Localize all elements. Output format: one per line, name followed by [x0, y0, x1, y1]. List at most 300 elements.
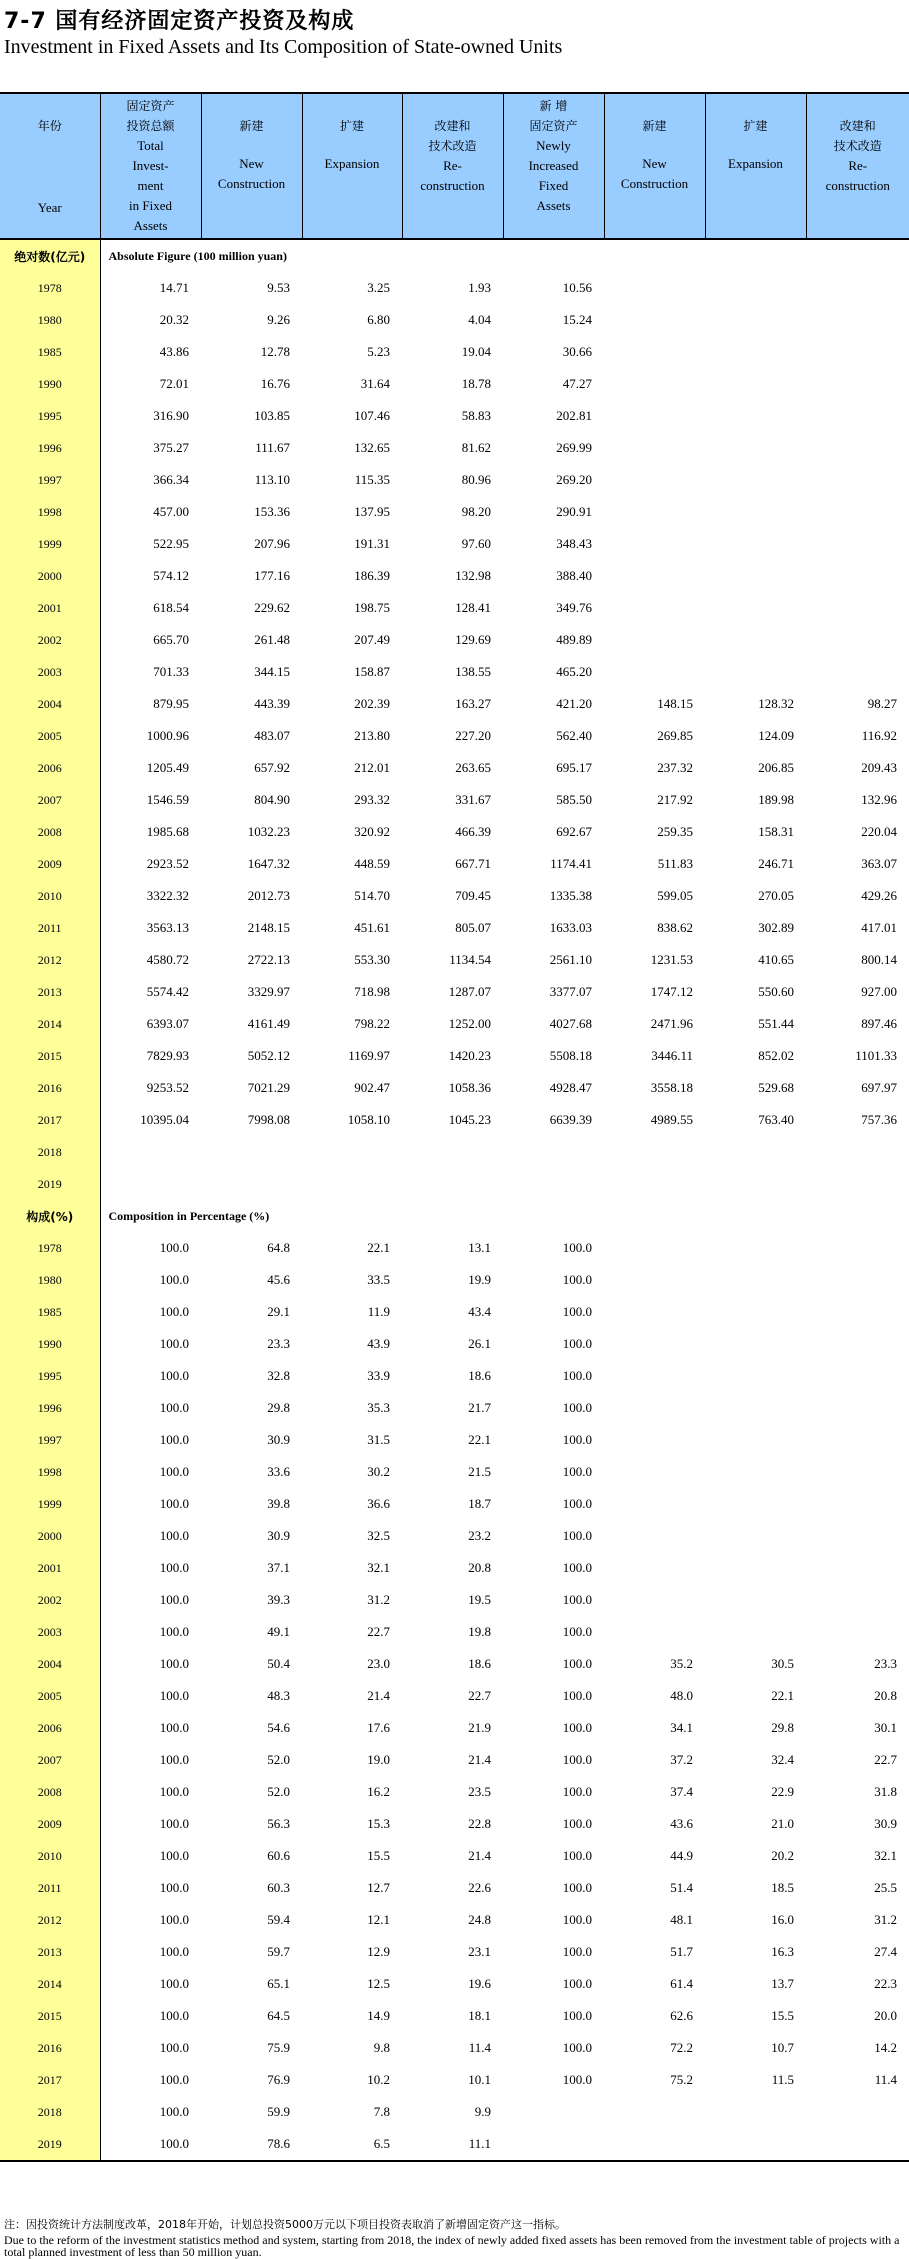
value-cell: 1.93: [468, 280, 491, 295]
value-cell: [705, 1584, 806, 1616]
value-cell: 132.98: [455, 568, 491, 583]
value-cell: 1647.32: [247, 856, 290, 871]
value-cell: 39.8: [267, 1496, 290, 1511]
year-cell: 1998: [0, 496, 100, 528]
value-cell: 3558.18: [650, 1080, 693, 1095]
value-cell: 7.8: [373, 2104, 390, 2119]
value-cell: 56.3: [267, 1816, 290, 1831]
table-row: [0, 560, 909, 592]
value-cell: 897.46: [861, 1016, 897, 1031]
value-cell: 11.5: [771, 2072, 794, 2087]
value-cell: [705, 2128, 806, 2161]
value-cell: [100, 1168, 201, 1200]
value-cell: 22.7: [874, 1752, 897, 1767]
value-cell: 100.0: [159, 1944, 189, 1959]
value-cell: [705, 528, 806, 560]
year-cell: 2011: [0, 1872, 100, 1904]
value-cell: 366.34: [153, 472, 189, 487]
value-cell: 562.40: [556, 728, 592, 743]
value-cell: 4161.49: [247, 1016, 290, 1031]
value-cell: [806, 1424, 909, 1456]
header-expansion-2: [705, 93, 806, 239]
footnote-cn: 注：因投资统计方法制度改革，2018年开始，计划总投资5000万元以下项目投资表取消了新增固定资产这一指标。: [4, 2218, 566, 2231]
table-row: [0, 1968, 909, 2000]
value-cell: 115.35: [354, 472, 390, 487]
value-cell: 18.7: [468, 1496, 491, 1511]
year-cell: 2008: [0, 1776, 100, 1808]
value-cell: 100.0: [159, 1848, 189, 1863]
value-cell: 209.43: [861, 760, 897, 775]
value-cell: 263.65: [455, 760, 491, 775]
value-cell: 37.2: [670, 1752, 693, 1767]
value-cell: 31.64: [360, 376, 390, 391]
value-cell: 19.6: [468, 1976, 491, 1991]
year-cell: 2019: [0, 1168, 100, 1200]
value-cell: 19.5: [468, 1592, 491, 1607]
value-cell: 43.4: [468, 1304, 491, 1319]
value-cell: 9.53: [267, 280, 290, 295]
value-cell: [705, 272, 806, 304]
value-cell: 129.69: [455, 632, 491, 647]
value-cell: 599.05: [657, 888, 693, 903]
value-cell: 98.27: [867, 696, 897, 711]
value-cell: [806, 400, 909, 432]
value-cell: 529.68: [758, 1080, 794, 1095]
value-cell: 100.0: [562, 1816, 592, 1831]
value-cell: 100.0: [562, 1912, 592, 1927]
value-cell: [806, 1392, 909, 1424]
table-row: [0, 2032, 909, 2064]
year-cell: 1995: [0, 1360, 100, 1392]
value-cell: 410.65: [758, 952, 794, 967]
value-cell: 32.5: [367, 1528, 390, 1543]
value-cell: [705, 464, 806, 496]
value-cell: 927.00: [861, 984, 897, 999]
value-cell: 10.1: [468, 2072, 491, 2087]
value-cell: 30.5: [771, 1656, 794, 1671]
header-newly-increased-cn: 新 增 固定资产: [529, 99, 578, 133]
value-cell: 550.60: [758, 984, 794, 999]
value-cell: [604, 1520, 705, 1552]
page-title-en: Investment in Fixed Assets and Its Composition of State-owned Units: [4, 36, 563, 58]
value-cell: [604, 368, 705, 400]
value-cell: [604, 1136, 705, 1168]
value-cell: [806, 464, 909, 496]
value-cell: 33.9: [367, 1368, 390, 1383]
value-cell: 16.2: [367, 1784, 390, 1799]
header-total: [100, 93, 201, 239]
value-cell: 30.9: [267, 1432, 290, 1447]
value-cell: 22.1: [367, 1240, 390, 1255]
value-cell: 124.09: [758, 728, 794, 743]
table-row: [0, 432, 909, 464]
value-cell: [302, 1136, 402, 1168]
value-cell: [402, 1136, 503, 1168]
section-label-en: Composition in Percentage (%): [108, 1208, 270, 1223]
value-cell: 1205.49: [146, 760, 189, 775]
value-cell: 48.3: [267, 1688, 290, 1703]
value-cell: [705, 1424, 806, 1456]
value-cell: [705, 560, 806, 592]
year-cell: 1985: [0, 1296, 100, 1328]
value-cell: 22.6: [468, 1880, 491, 1895]
value-cell: [806, 656, 909, 688]
header-new-construction-2-en: New Construction: [620, 156, 689, 191]
value-cell: 9.9: [474, 2104, 491, 2119]
value-cell: 32.8: [267, 1368, 290, 1383]
value-cell: 21.5: [468, 1464, 491, 1479]
value-cell: [705, 1392, 806, 1424]
year-cell: 2016: [0, 1072, 100, 1104]
table-row: [0, 848, 909, 880]
value-cell: 100.0: [562, 1720, 592, 1735]
value-cell: 30.1: [874, 1720, 897, 1735]
table-row: [0, 1680, 909, 1712]
value-cell: 100.0: [159, 1336, 189, 1351]
value-cell: 1747.12: [650, 984, 693, 999]
value-cell: 483.07: [254, 728, 290, 743]
value-cell: [604, 1296, 705, 1328]
value-cell: 32.4: [771, 1752, 794, 1767]
value-cell: 344.15: [254, 664, 290, 679]
value-cell: 522.95: [153, 536, 189, 551]
value-cell: [100, 1136, 201, 1168]
value-cell: 52.0: [267, 1752, 290, 1767]
value-cell: 100.0: [562, 1432, 592, 1447]
year-cell: 1985: [0, 336, 100, 368]
table-row: [0, 1808, 909, 1840]
value-cell: 1032.23: [247, 824, 290, 839]
year-cell: 2010: [0, 880, 100, 912]
value-cell: [201, 1136, 302, 1168]
table-row: [0, 1648, 909, 1680]
value-cell: 148.15: [657, 696, 693, 711]
year-cell: 1978: [0, 272, 100, 304]
table-row: [0, 784, 909, 816]
value-cell: 14.2: [874, 2040, 897, 2055]
value-cell: [604, 1360, 705, 1392]
value-cell: [806, 1616, 909, 1648]
value-cell: 6.80: [367, 312, 390, 327]
table-row: [0, 1488, 909, 1520]
header-total-en: Total Invest- ment in Fixed Assets: [129, 138, 172, 233]
header-expansion-2-cn: 扩建: [743, 119, 768, 133]
value-cell: 15.3: [367, 1816, 390, 1831]
value-cell: 111.67: [255, 440, 290, 455]
value-cell: [806, 1456, 909, 1488]
year-cell: 1996: [0, 1392, 100, 1424]
value-cell: 290.91: [556, 504, 592, 519]
table-row: [0, 1232, 909, 1264]
value-cell: 443.39: [254, 696, 290, 711]
value-cell: 3329.97: [247, 984, 290, 999]
value-cell: [604, 1424, 705, 1456]
value-cell: [806, 560, 909, 592]
value-cell: 417.01: [861, 920, 897, 935]
value-cell: 9.26: [267, 312, 290, 327]
value-cell: 22.9: [771, 1784, 794, 1799]
year-cell: 2005: [0, 720, 100, 752]
value-cell: 429.26: [861, 888, 897, 903]
value-cell: 33.5: [367, 1272, 390, 1287]
table-row: [0, 656, 909, 688]
value-cell: [806, 1488, 909, 1520]
value-cell: 23.0: [367, 1656, 390, 1671]
value-cell: 220.04: [861, 824, 897, 839]
value-cell: [705, 1232, 806, 1264]
value-cell: 1169.97: [348, 1048, 390, 1063]
table-row: [0, 1328, 909, 1360]
value-cell: 100.0: [562, 1656, 592, 1671]
table-row: [0, 336, 909, 368]
value-cell: [604, 1552, 705, 1584]
value-cell: [806, 272, 909, 304]
value-cell: 191.31: [354, 536, 390, 551]
header-reconstruction-2-cn: 改建和 技术改造: [833, 119, 882, 153]
value-cell: 100.0: [159, 2104, 189, 2119]
header-new-construction-cn: 新建: [239, 119, 264, 133]
year-cell: 2006: [0, 752, 100, 784]
value-cell: 3322.32: [146, 888, 189, 903]
value-cell: 1000.96: [146, 728, 189, 743]
table-row: [0, 1136, 909, 1168]
value-cell: [705, 496, 806, 528]
value-cell: 30.66: [562, 344, 592, 359]
header-reconstruction-2: [806, 93, 909, 239]
value-cell: [705, 1168, 806, 1200]
header-expansion: [302, 93, 402, 239]
value-cell: 695.17: [556, 760, 592, 775]
year-cell: 2001: [0, 592, 100, 624]
value-cell: 100.0: [159, 1528, 189, 1543]
table-row: [0, 1392, 909, 1424]
value-cell: 448.59: [354, 856, 390, 871]
value-cell: 100.0: [100, 2128, 201, 2161]
header-new-construction: [201, 93, 302, 239]
header-new-construction-2-cn: 新建: [642, 119, 667, 133]
value-cell: [705, 304, 806, 336]
value-cell: 852.02: [758, 1048, 794, 1063]
value-cell: 98.20: [461, 504, 491, 519]
value-cell: 757.36: [861, 1112, 897, 1127]
value-cell: 585.50: [556, 792, 592, 807]
table-row: [0, 496, 909, 528]
header-reconstruction: [402, 93, 503, 239]
value-cell: 213.80: [354, 728, 390, 743]
value-cell: 72.2: [670, 2040, 693, 2055]
value-cell: [503, 2128, 604, 2161]
value-cell: 113.10: [254, 472, 290, 487]
value-cell: [604, 336, 705, 368]
table-row: [0, 272, 909, 304]
value-cell: 100.0: [159, 1592, 189, 1607]
table-row: [0, 2128, 909, 2161]
value-cell: 100.0: [562, 1752, 592, 1767]
table-row: [0, 2000, 909, 2032]
value-cell: [705, 432, 806, 464]
value-cell: 100.0: [562, 1240, 592, 1255]
value-cell: 100.0: [159, 1656, 189, 1671]
value-cell: 59.9: [267, 2104, 290, 2119]
value-cell: 457.00: [153, 504, 189, 519]
year-cell: 1978: [0, 1232, 100, 1264]
value-cell: 37.1: [267, 1560, 290, 1575]
year-cell: 1980: [0, 304, 100, 336]
table-row: [0, 1456, 909, 1488]
value-cell: 100.0: [159, 1880, 189, 1895]
value-cell: 21.4: [468, 1848, 491, 1863]
value-cell: 43.9: [367, 1336, 390, 1351]
value-cell: [604, 1168, 705, 1200]
table-row: [0, 368, 909, 400]
value-cell: 6639.39: [549, 1112, 592, 1127]
value-cell: [705, 1328, 806, 1360]
year-cell: 2007: [0, 784, 100, 816]
value-cell: 6.5: [302, 2128, 402, 2161]
value-cell: [503, 1136, 604, 1168]
value-cell: 657.92: [254, 760, 290, 775]
value-cell: 709.45: [455, 888, 491, 903]
value-cell: [806, 496, 909, 528]
year-cell: 2015: [0, 2000, 100, 2032]
footnote-en: Due to the reform of the investment statistics method and system, starting from 2018, the index of newly added fixed assets has been removed from the investment table of projects with a total planned investment of less than 50 million yuan.: [4, 2233, 900, 2259]
value-cell: 804.90: [254, 792, 290, 807]
value-cell: [806, 1168, 909, 1200]
year-cell: 2004: [0, 688, 100, 720]
value-cell: 158.31: [758, 824, 794, 839]
value-cell: 388.40: [556, 568, 592, 583]
value-cell: 30.9: [874, 1816, 897, 1831]
value-cell: 18.1: [468, 2008, 491, 2023]
value-cell: 177.16: [254, 568, 290, 583]
value-cell: [806, 1552, 909, 1584]
value-cell: 879.95: [153, 696, 189, 711]
value-cell: 212.01: [354, 760, 390, 775]
value-cell: 5574.42: [146, 984, 189, 999]
value-cell: 838.62: [657, 920, 693, 935]
value-cell: 22.8: [468, 1816, 491, 1831]
value-cell: 100.0: [562, 1880, 592, 1895]
value-cell: [604, 1456, 705, 1488]
value-cell: 24.8: [468, 1912, 491, 1927]
section-label-cn: 绝对数(亿元): [0, 239, 100, 272]
value-cell: 100.0: [159, 1752, 189, 1767]
value-cell: 1420.23: [448, 1048, 491, 1063]
value-cell: [705, 1136, 806, 1168]
header-total-cn: 固定资产 投资总额: [126, 99, 175, 133]
value-cell: 11.4: [874, 2072, 897, 2087]
table-row: [0, 592, 909, 624]
value-cell: 4.04: [468, 312, 491, 327]
value-cell: 100.0: [562, 2040, 592, 2055]
value-cell: 16.0: [771, 1912, 794, 1927]
value-cell: [705, 1520, 806, 1552]
value-cell: 270.05: [758, 888, 794, 903]
value-cell: 81.62: [461, 440, 491, 455]
value-cell: [705, 592, 806, 624]
value-cell: 805.07: [455, 920, 491, 935]
table-row: [0, 1520, 909, 1552]
value-cell: 100.0: [159, 2072, 189, 2087]
value-cell: 100.0: [159, 1272, 189, 1287]
section-label-cn: 构成(%): [0, 1200, 100, 1232]
value-cell: 451.61: [354, 920, 390, 935]
value-cell: [402, 1168, 503, 1200]
year-cell: 2019: [0, 2128, 100, 2161]
value-cell: 52.0: [267, 1784, 290, 1799]
value-cell: 19.8: [468, 1624, 491, 1639]
value-cell: 800.14: [861, 952, 897, 967]
value-cell: 331.67: [455, 792, 491, 807]
header-reconstruction-2-en: Re- construction: [825, 158, 890, 193]
header-newly-increased: [503, 93, 604, 239]
value-cell: 48.0: [670, 1688, 693, 1703]
value-cell: 20.0: [874, 2008, 897, 2023]
value-cell: [705, 368, 806, 400]
year-cell: 1997: [0, 464, 100, 496]
value-cell: 202.81: [556, 408, 592, 423]
value-cell: 10.7: [771, 2040, 794, 2055]
value-cell: 13.1: [468, 1240, 491, 1255]
header-expansion-cn: 扩建: [339, 119, 364, 133]
value-cell: 43.86: [159, 344, 189, 359]
year-cell: 2012: [0, 1904, 100, 1936]
value-cell: 217.92: [657, 792, 693, 807]
year-cell: 2002: [0, 1584, 100, 1616]
value-cell: [806, 1584, 909, 1616]
value-cell: 7998.08: [247, 1112, 290, 1127]
value-cell: 100.0: [159, 1816, 189, 1831]
value-cell: [604, 1392, 705, 1424]
value-cell: [705, 400, 806, 432]
value-cell: 15.5: [367, 1848, 390, 1863]
value-cell: 5.23: [367, 344, 390, 359]
value-cell: 3377.07: [549, 984, 592, 999]
table-row: [0, 1168, 909, 1200]
value-cell: 18.6: [468, 1656, 491, 1671]
value-cell: 189.98: [758, 792, 794, 807]
table-row: [0, 976, 909, 1008]
value-cell: 17.6: [367, 1720, 390, 1735]
table-row: [0, 1936, 909, 1968]
year-cell: 2016: [0, 2032, 100, 2064]
value-cell: 2148.15: [247, 920, 290, 935]
value-cell: 1633.03: [549, 920, 592, 935]
value-cell: [604, 1488, 705, 1520]
value-cell: 100.0: [159, 1464, 189, 1479]
value-cell: 30.2: [367, 1464, 390, 1479]
value-cell: 21.9: [468, 1720, 491, 1735]
value-cell: 466.39: [455, 824, 491, 839]
value-cell: 100.0: [159, 2040, 189, 2055]
value-cell: 45.6: [267, 1272, 290, 1287]
value-cell: 2012.73: [247, 888, 290, 903]
value-cell: 246.71: [758, 856, 794, 871]
header-year-en: Year: [37, 200, 62, 215]
value-cell: 64.8: [267, 1240, 290, 1255]
value-cell: 10395.04: [140, 1112, 189, 1127]
value-cell: 293.32: [354, 792, 390, 807]
value-cell: 158.87: [354, 664, 390, 679]
value-cell: [302, 1168, 402, 1200]
value-cell: 4580.72: [146, 952, 189, 967]
value-cell: [201, 1168, 302, 1200]
year-cell: 1990: [0, 1328, 100, 1360]
year-cell: 1999: [0, 1488, 100, 1520]
value-cell: 75.2: [670, 2072, 693, 2087]
value-cell: 48.1: [670, 1912, 693, 1927]
value-cell: [705, 1456, 806, 1488]
